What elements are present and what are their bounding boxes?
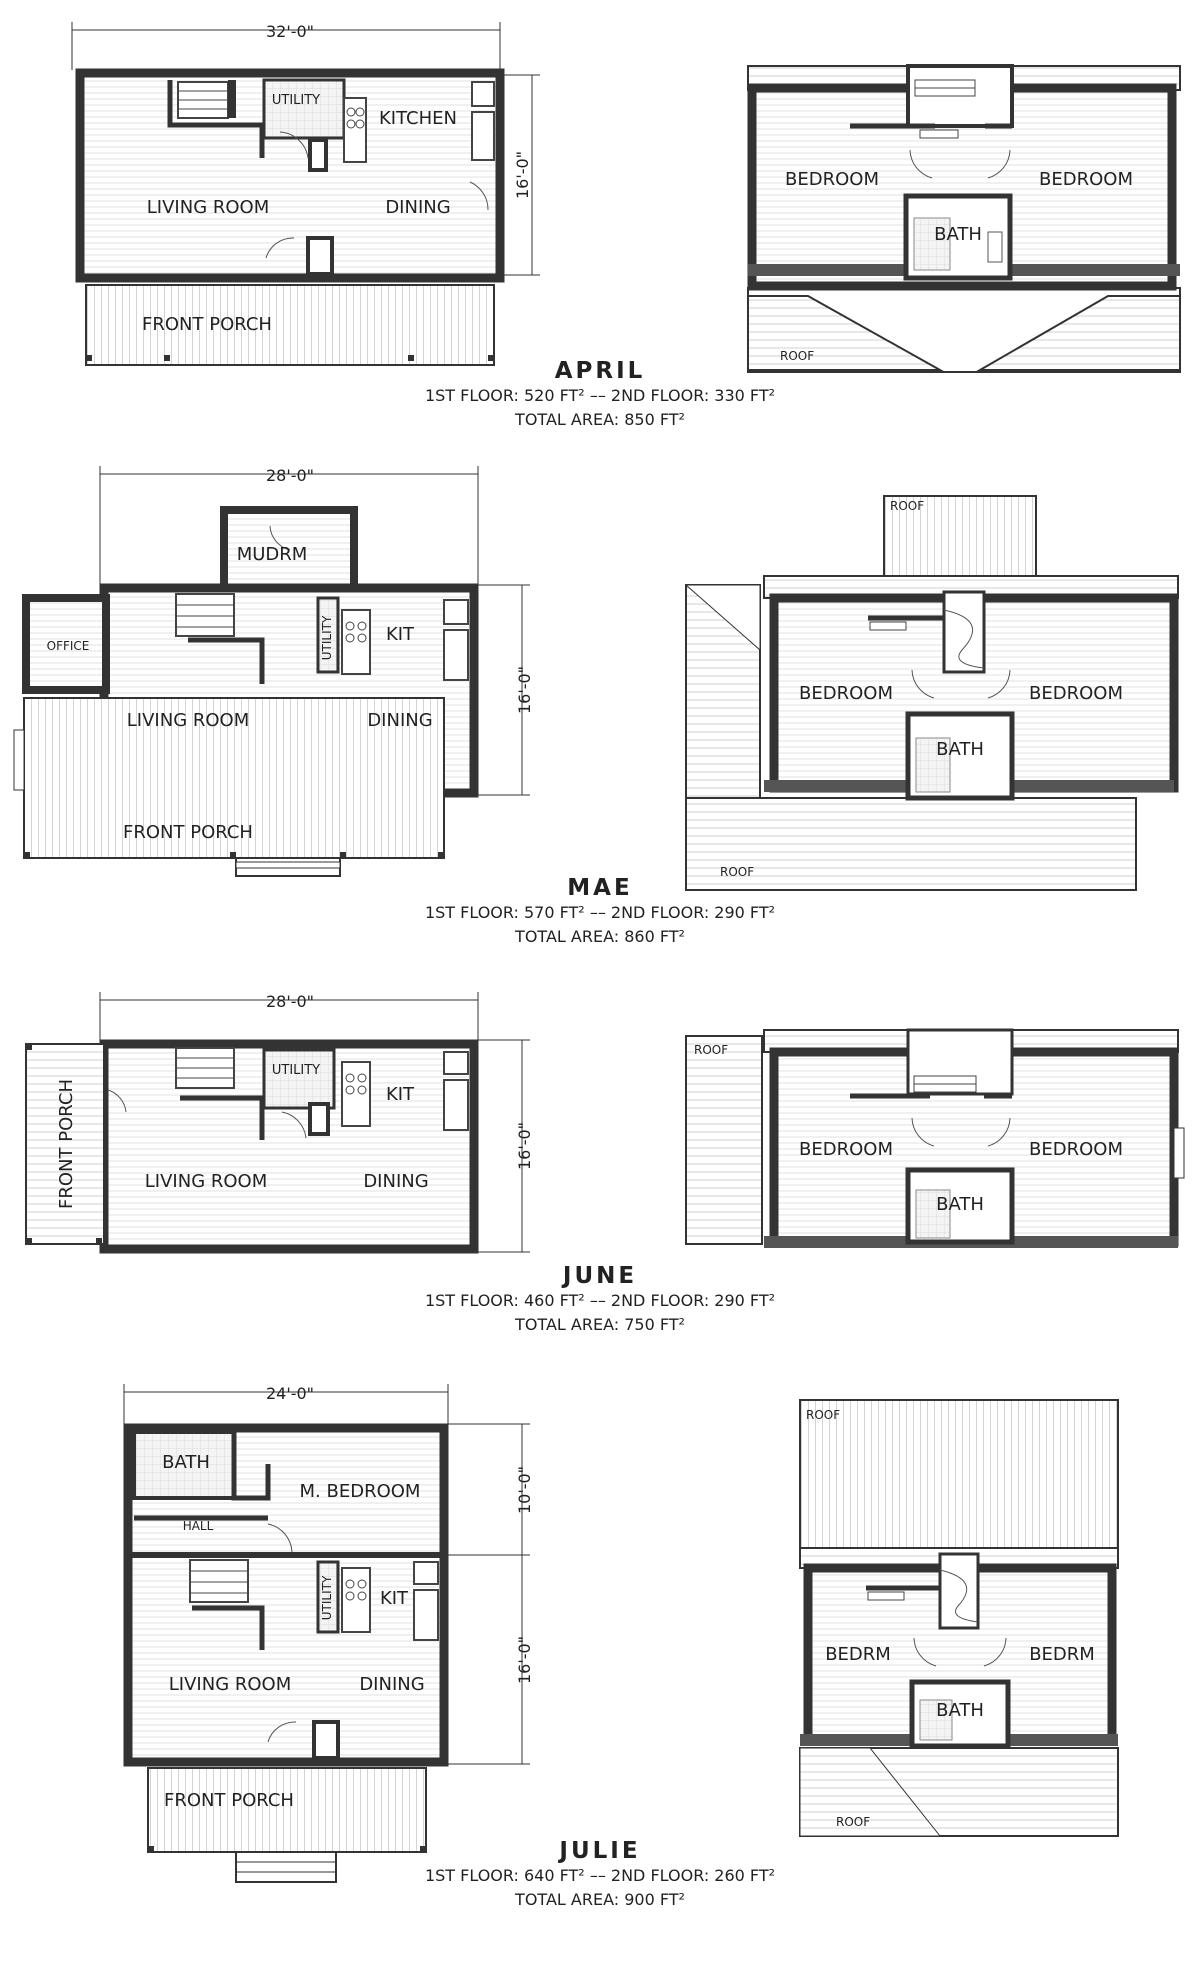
mae-width-dim: 28'-0" (265, 466, 315, 485)
june-first-floor-area: 1ST FLOOR: 460 FT² (424, 1291, 585, 1310)
june-second-floor (686, 1030, 1184, 1248)
june-room-living: LIVING ROOM (144, 1171, 268, 1192)
julie-caption (0, 1838, 1200, 1912)
mae-total-area: TOTAL AREA: 860 FT² (515, 927, 685, 946)
april-room-kitchen: KITCHEN (379, 108, 457, 129)
julie-room-kit: KIT (379, 1588, 409, 1609)
mae-room-porch: FRONT PORCH (123, 822, 253, 843)
april-separator: –– (589, 386, 606, 405)
april-room-utility: UTILITY (271, 93, 321, 108)
june-first-floor (26, 992, 534, 1252)
mae-second-floor (686, 496, 1178, 890)
june-room-porch: FRONT PORCH (56, 1079, 77, 1209)
julie-title: JULIE (559, 1838, 641, 1864)
april-floor-areas (0, 384, 1200, 408)
mae-caption (0, 875, 1200, 949)
april-second-floor-area: 2ND FLOOR: 330 FT² (610, 386, 776, 405)
plan-mae (14, 466, 1178, 890)
julie-width-dim: 24'-0" (265, 1384, 315, 1403)
june-upper-roof: ROOF (694, 1043, 729, 1057)
mae-first-floor (14, 466, 534, 876)
mae-room-utility: UTILITY (320, 615, 334, 661)
julie-room-bath: BATH (162, 1452, 210, 1473)
april-upper-bath: BATH (934, 224, 982, 245)
plan-june (26, 992, 1184, 1252)
april-upper-bedroom-right: BEDROOM (1039, 169, 1133, 190)
julie-room-hall: HALL (182, 1519, 214, 1533)
april-room-porch: FRONT PORCH (142, 314, 272, 335)
mae-upper-roof-bottom: ROOF (720, 865, 755, 879)
april-upper-roof: ROOF (780, 349, 815, 363)
april-room-dining: DINING (385, 197, 451, 218)
april-depth-dim: 16'-0" (513, 150, 532, 200)
june-upper-bedroom-right: BEDROOM (1029, 1139, 1123, 1160)
april-caption (0, 358, 1200, 432)
plan-julie (124, 1384, 1118, 1882)
plan-april (72, 22, 1180, 372)
april-title: APRIL (554, 358, 646, 384)
julie-depth-dim-rear: 10'-0" (515, 1465, 534, 1515)
julie-upper-bedrm-right: BEDRM (1029, 1644, 1095, 1665)
mae-room-office: OFFICE (46, 639, 90, 653)
julie-room-mbedroom: M. BEDROOM (299, 1481, 421, 1502)
julie-room-living: LIVING ROOM (168, 1674, 292, 1695)
april-first-floor-area: 1ST FLOOR: 520 FT² (424, 386, 585, 405)
mae-separator: –– (589, 903, 606, 922)
april-upper-bedroom-left: BEDROOM (785, 169, 879, 190)
mae-title: MAE (567, 875, 633, 901)
mae-room-living: LIVING ROOM (126, 710, 250, 731)
june-second-floor-area: 2ND FLOOR: 290 FT² (610, 1291, 776, 1310)
june-depth-dim: 16'-0" (515, 1121, 534, 1171)
june-caption (0, 1263, 1200, 1337)
april-width-dim: 32'-0" (265, 22, 315, 41)
julie-upper-bedrm-left: BEDRM (825, 1644, 891, 1665)
june-room-kit: KIT (385, 1084, 415, 1105)
mae-upper-bedroom-right: BEDROOM (1029, 683, 1123, 704)
julie-depth-dim: 16'-0" (515, 1635, 534, 1685)
mae-upper-roof-top: ROOF (890, 499, 925, 513)
mae-room-kit: KIT (385, 624, 415, 645)
julie-floor-areas (0, 1864, 1200, 1888)
julie-second-floor-area: 2ND FLOOR: 260 FT² (610, 1866, 776, 1885)
julie-total-area: TOTAL AREA: 900 FT² (515, 1890, 685, 1909)
mae-first-floor-area: 1ST FLOOR: 570 FT² (424, 903, 585, 922)
mae-upper-bedroom-left: BEDROOM (799, 683, 893, 704)
mae-second-floor-area: 2ND FLOOR: 290 FT² (610, 903, 776, 922)
june-upper-bath: BATH (936, 1194, 984, 1215)
julie-upper-bath: BATH (936, 1700, 984, 1721)
april-first-floor (72, 22, 540, 365)
julie-room-dining: DINING (359, 1674, 425, 1695)
mae-depth-dim: 16'-0" (515, 665, 534, 715)
julie-first-floor (124, 1384, 534, 1882)
june-room-utility: UTILITY (271, 1063, 321, 1078)
mae-room-mudrm: MUDRM (236, 544, 308, 565)
mae-floor-areas (0, 901, 1200, 925)
julie-separator: –– (589, 1866, 606, 1885)
june-floor-areas (0, 1289, 1200, 1313)
april-second-floor (748, 66, 1180, 372)
mae-upper-bath: BATH (936, 739, 984, 760)
june-room-dining: DINING (363, 1171, 429, 1192)
june-upper-bedroom-left: BEDROOM (799, 1139, 893, 1160)
julie-room-utility: UTILITY (320, 1575, 334, 1621)
julie-room-porch: FRONT PORCH (164, 1790, 294, 1811)
julie-upper-roof-bottom: ROOF (836, 1815, 871, 1829)
mae-room-dining: DINING (367, 710, 433, 731)
june-total-area: TOTAL AREA: 750 FT² (515, 1315, 685, 1334)
april-room-living: LIVING ROOM (146, 197, 270, 218)
julie-second-floor (800, 1400, 1118, 1836)
julie-first-floor-area: 1ST FLOOR: 640 FT² (424, 1866, 585, 1885)
june-width-dim: 28'-0" (265, 992, 315, 1011)
june-title: JUNE (562, 1263, 638, 1289)
june-separator: –– (589, 1291, 606, 1310)
april-total-area: TOTAL AREA: 850 FT² (515, 410, 685, 429)
julie-upper-roof-top: ROOF (806, 1408, 841, 1422)
